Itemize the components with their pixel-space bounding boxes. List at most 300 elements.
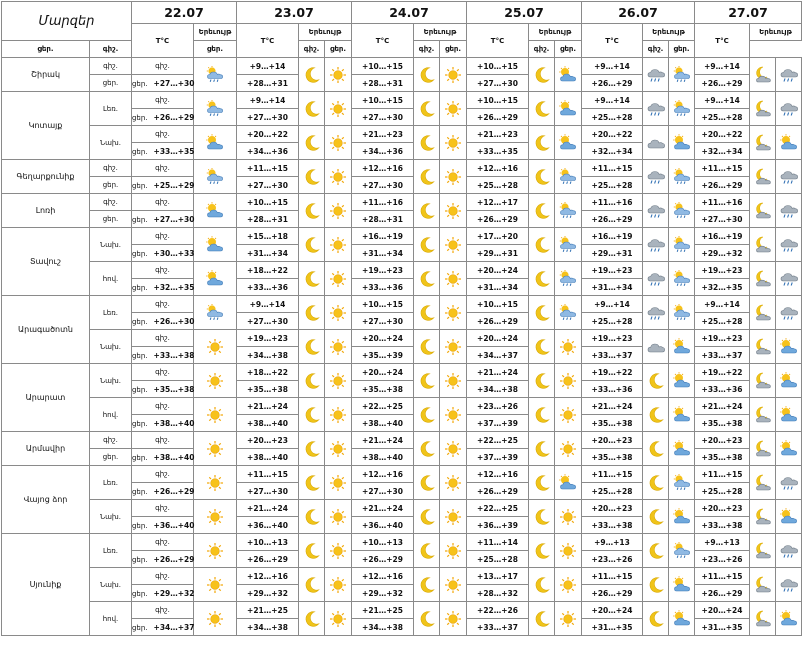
sun-icon — [206, 406, 224, 424]
temp-value-day: +28…+31 — [237, 75, 299, 92]
moon-icon — [643, 534, 669, 568]
sun-cloud-rain-icon — [672, 236, 692, 254]
region-name: Գեղարքունիք — [2, 160, 90, 194]
moon-cloud-icon — [753, 168, 773, 186]
sun-cloud-rain-icon — [672, 542, 692, 560]
night-label: գիշ. — [155, 232, 170, 240]
moon-cloud-icon — [750, 330, 776, 364]
sun-cloud-icon — [776, 432, 802, 466]
temp-value-night: +9…+14 — [695, 296, 750, 313]
sun-icon — [440, 126, 467, 160]
sun-icon — [325, 364, 352, 398]
temp-value-day: +36…+40 — [153, 520, 195, 530]
temp-cell-night — [132, 432, 194, 449]
sun-icon — [559, 440, 577, 458]
day-label: ցեր. — [132, 419, 148, 428]
temp-value-day: +27…+30 — [695, 211, 750, 228]
sun-icon — [325, 602, 352, 636]
temp-value-day: +38…+40 — [237, 415, 299, 432]
night-label: գիշ. — [155, 164, 170, 172]
date-header: 24.07 — [352, 2, 467, 24]
day-label: ցեր. — [90, 449, 132, 466]
temp-cell-day — [132, 177, 194, 194]
cloud-icon — [643, 126, 669, 160]
moon-icon — [414, 296, 440, 330]
temp-value-day: +27…+30 — [237, 483, 299, 500]
cloud-rain-icon — [779, 304, 799, 322]
sun-icon — [440, 398, 467, 432]
zone-label: հով. — [90, 398, 132, 432]
zone-label: Լեռ. — [90, 534, 132, 568]
moon-icon — [529, 58, 555, 92]
temp-value-night: +11…+15 — [582, 568, 643, 585]
zone-label: Լեռ. — [90, 296, 132, 330]
table-row — [2, 466, 802, 483]
temp-cell-night — [132, 58, 194, 75]
phenomenon-header: Երեւույթ — [643, 24, 695, 41]
moon-cloud-icon — [753, 440, 773, 458]
date-header: 23.07 — [237, 2, 352, 24]
temp-value-night: +19…+22 — [695, 364, 750, 381]
moon-icon — [529, 568, 555, 602]
temp-value-day: +27…+30 — [237, 313, 299, 330]
sun-icon — [329, 406, 347, 424]
region-name: Շիրակ — [2, 58, 90, 92]
sun-icon — [444, 576, 462, 594]
moon-cloud-icon — [750, 92, 776, 126]
day-label: ցեր. — [132, 215, 148, 224]
temp-value-night: +20…+22 — [237, 126, 299, 143]
temp-value-night: +10…+15 — [467, 58, 529, 75]
moon-icon — [529, 364, 555, 398]
sun-icon — [444, 66, 462, 84]
moon-cloud-icon — [753, 202, 773, 220]
moon-icon — [647, 542, 665, 560]
temp-value-night: +19…+23 — [582, 262, 643, 279]
night-label: գիշ. — [90, 432, 132, 449]
temp-value-night: +10…+15 — [467, 296, 529, 313]
moon-icon — [533, 508, 551, 526]
temp-value-night: +12…+16 — [467, 160, 529, 177]
temp-value-night: +19…+23 — [695, 262, 750, 279]
cloud-rain-icon — [776, 228, 802, 262]
temp-value-day: +33…+37 — [695, 347, 750, 364]
sun-icon — [194, 568, 237, 602]
table-row — [2, 568, 802, 585]
cloud-rain-icon — [646, 100, 666, 118]
sun-cloud-icon — [555, 466, 582, 500]
temp-value-night: +9…+13 — [582, 534, 643, 551]
moon-icon — [299, 534, 325, 568]
cloud-rain-icon — [646, 236, 666, 254]
temp-value-night: +9…+14 — [695, 92, 750, 109]
moon-cloud-icon — [750, 228, 776, 262]
moon-icon — [533, 270, 551, 288]
moon-icon — [299, 466, 325, 500]
sun-cloud-rain-icon — [558, 304, 578, 322]
moon-cloud-icon — [750, 466, 776, 500]
moon-icon — [647, 372, 665, 390]
sun-icon — [440, 466, 467, 500]
cloud-rain-icon — [643, 194, 669, 228]
temp-value-night: +15…+18 — [237, 228, 299, 245]
day-label: ցեր. — [132, 385, 148, 394]
temp-value-day: +38…+40 — [237, 449, 299, 466]
sun-icon — [325, 296, 352, 330]
sun-icon — [559, 508, 577, 526]
night-subheader: գիշ. — [643, 41, 669, 58]
sun-icon — [194, 398, 237, 432]
temp-value-day: +26…+29 — [153, 486, 195, 496]
day-label: ցեր. — [132, 623, 148, 632]
cloud-icon — [646, 338, 666, 356]
sun-icon — [444, 542, 462, 560]
sun-icon — [444, 474, 462, 492]
temp-value-day: +36…+40 — [237, 517, 299, 534]
temp-cell-day — [132, 483, 194, 500]
night-label: գիշ. — [155, 300, 170, 308]
temp-value-day: +35…+38 — [237, 381, 299, 398]
sun-cloud-icon — [669, 500, 695, 534]
sun-cloud-icon — [672, 406, 692, 424]
moon-icon — [303, 100, 321, 118]
cloud-rain-icon — [643, 296, 669, 330]
temp-cell-night — [132, 262, 194, 279]
temp-value-night: +21…+24 — [352, 432, 414, 449]
temp-value-night: +20…+22 — [582, 126, 643, 143]
moon-icon — [529, 500, 555, 534]
temp-value-day: +25…+28 — [582, 483, 643, 500]
moon-icon — [529, 398, 555, 432]
sun-cloud-icon — [779, 338, 799, 356]
temp-value-night: +18…+22 — [237, 364, 299, 381]
sun-cloud-rain-icon — [669, 296, 695, 330]
moon-icon — [299, 296, 325, 330]
sun-icon — [555, 364, 582, 398]
table-row — [2, 262, 802, 279]
temp-value-day: +23…+26 — [582, 551, 643, 568]
moon-icon — [643, 398, 669, 432]
moon-icon — [643, 568, 669, 602]
temp-value-day: +33…+37 — [582, 347, 643, 364]
temp-cell-night — [132, 602, 194, 619]
moon-icon — [647, 576, 665, 594]
temp-value-day: +32…+34 — [582, 143, 643, 160]
moon-icon — [299, 602, 325, 636]
zone-label: Նախ. — [90, 330, 132, 364]
temp-value-night: +20…+24 — [352, 364, 414, 381]
moon-icon — [533, 576, 551, 594]
sun-icon — [329, 100, 347, 118]
moon-cloud-icon — [750, 364, 776, 398]
moon-cloud-icon — [753, 134, 773, 152]
night-label: գիշ. — [155, 504, 170, 512]
sun-cloud-icon — [205, 134, 225, 152]
moon-icon — [418, 304, 436, 322]
cloud-rain-icon — [776, 262, 802, 296]
sun-icon — [555, 568, 582, 602]
table-row — [2, 92, 802, 109]
sun-icon — [194, 364, 237, 398]
temp-value-day: +26…+29 — [695, 177, 750, 194]
cloud-rain-icon — [779, 474, 799, 492]
sun-cloud-icon — [779, 134, 799, 152]
temp-value-night: +20…+24 — [582, 602, 643, 619]
cloud-rain-icon — [779, 576, 799, 594]
moon-icon — [647, 406, 665, 424]
day-label: ցեր. — [90, 211, 132, 228]
temp-value-day: +28…+31 — [237, 211, 299, 228]
moon-cloud-icon — [750, 126, 776, 160]
moon-icon — [303, 66, 321, 84]
sun-cloud-rain-icon — [672, 100, 692, 118]
sun-icon — [325, 466, 352, 500]
moon-cloud-icon — [750, 534, 776, 568]
night-label: գիշ. — [155, 572, 170, 580]
temp-value-night: +9…+14 — [237, 92, 299, 109]
sun-icon — [444, 508, 462, 526]
moon-icon — [414, 466, 440, 500]
night-label: գիշ. — [90, 58, 132, 75]
sun-cloud-rain-icon — [194, 296, 237, 330]
day-label: ցեր. — [132, 147, 148, 156]
moon-icon — [643, 500, 669, 534]
moon-icon — [418, 236, 436, 254]
table-row — [2, 398, 802, 415]
moon-icon — [303, 338, 321, 356]
region-name: Լոռի — [2, 194, 90, 228]
temp-value-day: +33…+37 — [467, 619, 529, 636]
sun-cloud-rain-icon — [669, 228, 695, 262]
day-subheader: ցեր. — [2, 41, 90, 58]
temp-value-night: +20…+23 — [695, 500, 750, 517]
sun-cloud-rain-icon — [558, 168, 578, 186]
sun-icon — [440, 568, 467, 602]
sun-icon — [559, 576, 577, 594]
moon-icon — [529, 466, 555, 500]
cloud-rain-icon — [643, 92, 669, 126]
region-name: Կոտայք — [2, 92, 90, 160]
sun-cloud-rain-icon — [205, 168, 225, 186]
sun-cloud-rain-icon — [205, 66, 225, 84]
sun-cloud-icon — [672, 508, 692, 526]
sun-icon — [440, 58, 467, 92]
temp-value-day: +27…+30 — [153, 214, 195, 224]
sun-icon — [444, 168, 462, 186]
moon-icon — [303, 440, 321, 458]
sun-cloud-icon — [669, 568, 695, 602]
region-name: Արարատ — [2, 364, 90, 432]
night-label: գիշ. — [155, 96, 170, 104]
temp-value-day: +34…+38 — [352, 619, 414, 636]
sun-cloud-icon — [776, 364, 802, 398]
temp-value-day: +29…+31 — [467, 245, 529, 262]
moon-cloud-icon — [753, 100, 773, 118]
sun-icon — [440, 194, 467, 228]
moon-icon — [414, 262, 440, 296]
temp-value-day: +34…+37 — [467, 347, 529, 364]
temp-value-night: +21…+23 — [467, 126, 529, 143]
sun-icon — [325, 330, 352, 364]
sun-cloud-rain-icon — [669, 262, 695, 296]
cloud-rain-icon — [643, 228, 669, 262]
temp-cell-night — [132, 92, 194, 109]
moon-icon — [414, 568, 440, 602]
phenomenon-header: Երեւույթ — [194, 24, 237, 41]
zone-label: Լեռ. — [90, 92, 132, 126]
moon-icon — [299, 228, 325, 262]
temp-value-night: +20…+23 — [695, 432, 750, 449]
night-subheader: գիշ. — [414, 41, 440, 58]
temp-value-night: +11…+16 — [582, 194, 643, 211]
temp-value-day: +33…+36 — [237, 279, 299, 296]
sun-cloud-icon — [555, 92, 582, 126]
moon-icon — [414, 398, 440, 432]
moon-icon — [533, 474, 551, 492]
moon-icon — [533, 610, 551, 628]
moon-icon — [303, 168, 321, 186]
temp-value-day: +35…+38 — [352, 381, 414, 398]
temp-value-day: +26…+29 — [582, 585, 643, 602]
temp-value-night: +11…+15 — [582, 160, 643, 177]
moon-icon — [643, 364, 669, 398]
sun-cloud-icon — [555, 126, 582, 160]
moon-icon — [414, 228, 440, 262]
temp-cell-day — [132, 415, 194, 432]
sun-cloud-rain-icon — [205, 100, 225, 118]
moon-icon — [418, 542, 436, 560]
date-header: 27.07 — [695, 2, 802, 24]
temp-value-day: +25…+28 — [467, 551, 529, 568]
temp-cell-day — [132, 211, 194, 228]
temp-value-day: +26…+29 — [582, 211, 643, 228]
temp-cell-day — [132, 75, 194, 92]
temp-value-night: +12…+17 — [467, 194, 529, 211]
temp-value-night: +19…+23 — [695, 330, 750, 347]
temp-value-day: +33…+38 — [153, 350, 195, 360]
table-row — [2, 432, 802, 449]
day-label: ցեր. — [132, 487, 148, 496]
sun-icon — [329, 168, 347, 186]
sun-icon — [329, 508, 347, 526]
moon-icon — [303, 202, 321, 220]
sun-icon — [325, 500, 352, 534]
temp-value-day: +34…+36 — [352, 143, 414, 160]
moon-cloud-icon — [750, 602, 776, 636]
sun-icon — [444, 134, 462, 152]
temp-value-night: +21…+23 — [352, 126, 414, 143]
sun-icon — [329, 236, 347, 254]
temp-value-night: +11…+15 — [237, 160, 299, 177]
temperature-header: T°C — [352, 24, 414, 58]
temp-cell-night — [132, 296, 194, 313]
sun-cloud-icon — [779, 440, 799, 458]
day-label: ցեր. — [132, 79, 148, 88]
moon-cloud-icon — [753, 338, 773, 356]
moon-cloud-icon — [750, 568, 776, 602]
sun-icon — [325, 126, 352, 160]
moon-cloud-icon — [753, 270, 773, 288]
temp-value-night: +23…+26 — [467, 398, 529, 415]
sun-icon — [440, 160, 467, 194]
moon-icon — [414, 194, 440, 228]
cloud-rain-icon — [646, 202, 666, 220]
moon-icon — [418, 202, 436, 220]
temp-value-day: +26…+29 — [582, 75, 643, 92]
moon-icon — [418, 338, 436, 356]
moon-icon — [303, 508, 321, 526]
sun-icon — [194, 602, 237, 636]
temperature-header: T°C — [582, 24, 643, 58]
sun-icon — [329, 304, 347, 322]
temp-value-day: +25…+28 — [582, 109, 643, 126]
night-label: գիշ. — [155, 470, 170, 478]
moon-cloud-icon — [750, 160, 776, 194]
sun-icon — [329, 576, 347, 594]
temp-value-day: +31…+35 — [582, 619, 643, 636]
temp-value-night: +10…+15 — [352, 92, 414, 109]
zone-label: հով. — [90, 602, 132, 636]
sun-cloud-rain-icon — [558, 202, 578, 220]
sun-cloud-rain-icon — [672, 304, 692, 322]
temp-value-day: +35…+39 — [352, 347, 414, 364]
day-label: ցեր. — [132, 555, 148, 564]
moon-icon — [414, 432, 440, 466]
sun-icon — [206, 338, 224, 356]
sun-icon — [440, 228, 467, 262]
night-label: գիշ. — [155, 198, 170, 206]
phenomenon-header: Երեւույթ — [299, 24, 352, 41]
sun-cloud-rain-icon — [194, 160, 237, 194]
sun-icon — [440, 296, 467, 330]
temp-value-night: +19…+23 — [582, 330, 643, 347]
temp-value-night: +11…+14 — [467, 534, 529, 551]
moon-icon — [303, 542, 321, 560]
moon-icon — [299, 160, 325, 194]
sun-cloud-rain-icon — [669, 58, 695, 92]
cloud-rain-icon — [776, 568, 802, 602]
moon-icon — [418, 406, 436, 424]
temperature-header: T°C — [237, 24, 299, 58]
temp-value-day: +38…+40 — [153, 418, 195, 428]
moon-icon — [299, 432, 325, 466]
moon-icon — [533, 134, 551, 152]
temp-value-night: +11…+16 — [695, 194, 750, 211]
sun-icon — [559, 338, 577, 356]
cloud-rain-icon — [779, 542, 799, 560]
temperature-header: T°C — [132, 24, 194, 58]
temp-value-night: +10…+15 — [467, 92, 529, 109]
night-label: գիշ. — [155, 130, 170, 138]
moon-icon — [529, 126, 555, 160]
temp-value-night: +12…+16 — [352, 568, 414, 585]
sun-icon — [325, 160, 352, 194]
moon-cloud-icon — [750, 398, 776, 432]
temp-value-day: +26…+29 — [153, 112, 195, 122]
day-label: ցեր. — [132, 317, 148, 326]
moon-icon — [414, 602, 440, 636]
sun-icon — [440, 92, 467, 126]
sun-icon — [325, 432, 352, 466]
temp-value-day: +32…+34 — [695, 143, 750, 160]
temp-value-night: +11…+15 — [695, 466, 750, 483]
sun-icon — [206, 508, 224, 526]
temp-value-day: +34…+37 — [153, 622, 195, 632]
temp-value-day: +25…+28 — [467, 177, 529, 194]
temp-value-day: +38…+40 — [153, 452, 195, 462]
sun-cloud-rain-icon — [555, 160, 582, 194]
temp-value-night: +10…+13 — [237, 534, 299, 551]
